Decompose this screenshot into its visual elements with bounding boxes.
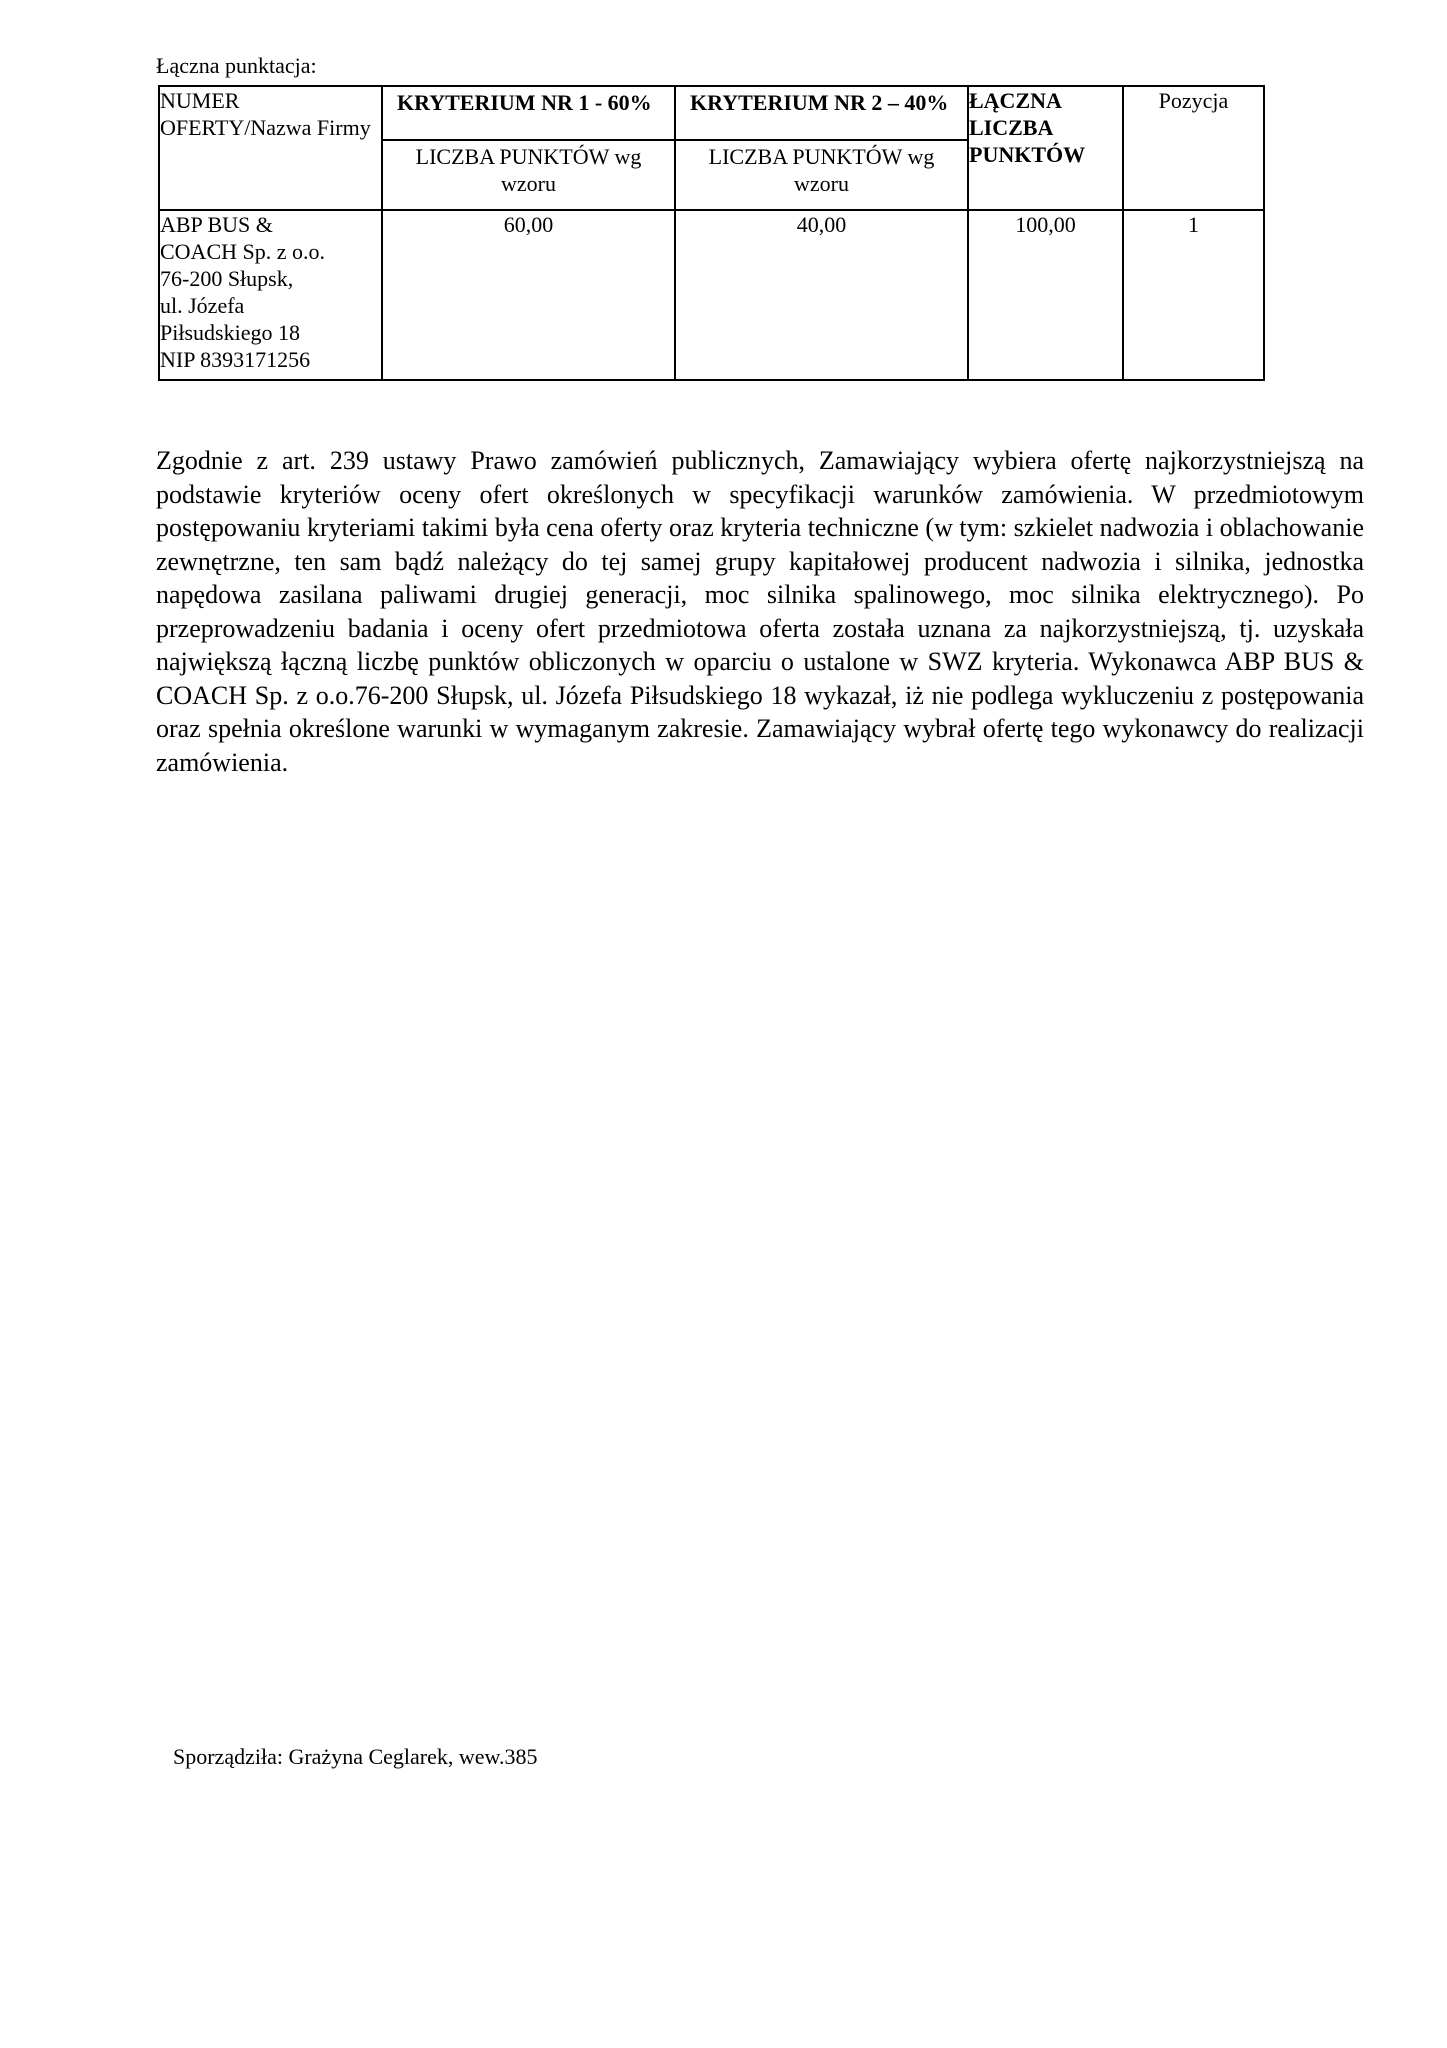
criterion-1-title: KRYTERIUM NR 1 - 60% — [383, 87, 674, 141]
position-value: 1 — [1123, 210, 1264, 380]
company-cell — [159, 210, 382, 380]
header-position: Pozycja — [1123, 86, 1264, 210]
company-line: NIP 8393171256 — [160, 347, 311, 372]
score-table — [158, 85, 1265, 381]
table-header-row — [159, 86, 1264, 210]
criterion-1-value: 60,00 — [382, 210, 675, 380]
section-title: Łączna punktacja: — [156, 53, 317, 78]
decision-paragraph: Zgodnie z art. 239 ustawy Prawo zamówień publicznych, Zamawiający wybiera ofertę najkorzystniejszą na podstawie kryteriów oceny ofert określonych w specyfikacji warunków zamówienia. W przedmiotowym postępowaniu kryteriami takimi była cena oferty oraz kryteria techniczne (w tym: szkielet nadwozia i oblachowanie zewnętrzne, ten sam bądź należący do tej samej grupy kapitałowej producent nadwozia i silnika, jednostka napędowa zasilana paliwami drugiej generacji, moc silnika spalinowego, moc silnika elektrycznego). Po przeprowadzeniu badania i oceny ofert przedmiotowa oferta została uznana za najkorzystniejszą, tj. uzyskała największą łączną liczbę punktów obliczonych w oparciu o ustalone w SWZ kryteria. Wykonawca ABP BUS & COACH Sp. z o.o.76-200 Słupsk, ul. Józefa Piłsudskiego 18 wykazał, iż nie podlega wykluczeniu z postępowania oraz spełnia określone warunki w wymaganym zakresie. Zamawiający wybrał ofertę tego wykonawcy do realizacji zamówienia. — [156, 446, 1364, 777]
header-total: ŁĄCZNA LICZBA PUNKTÓW — [968, 86, 1123, 210]
company-line: COACH Sp. z o.o. — [160, 239, 326, 264]
company-line: ABP BUS & — [160, 212, 273, 237]
table-row — [159, 210, 1264, 380]
company-line: 76-200 Słupsk, — [160, 266, 294, 291]
company-line: Piłsudskiego 18 — [160, 320, 300, 345]
company-line: ul. Józefa — [160, 293, 245, 318]
criterion-2-value: 40,00 — [675, 210, 968, 380]
total-value: 100,00 — [968, 210, 1123, 380]
header-offer: NUMER OFERTY/Nazwa Firmy — [159, 86, 382, 210]
header-criterion-2 — [675, 86, 968, 210]
prepared-by-note: Sporządziła: Grażyna Ceglarek, wew.385 — [173, 1744, 538, 1769]
criterion-2-subtitle: LICZBA PUNKTÓW wg wzoru — [708, 144, 935, 196]
criterion-2-title: KRYTERIUM NR 2 – 40% — [676, 87, 967, 141]
criterion-1-subtitle: LICZBA PUNKTÓW wg wzoru — [415, 144, 642, 196]
header-criterion-1 — [382, 86, 675, 210]
